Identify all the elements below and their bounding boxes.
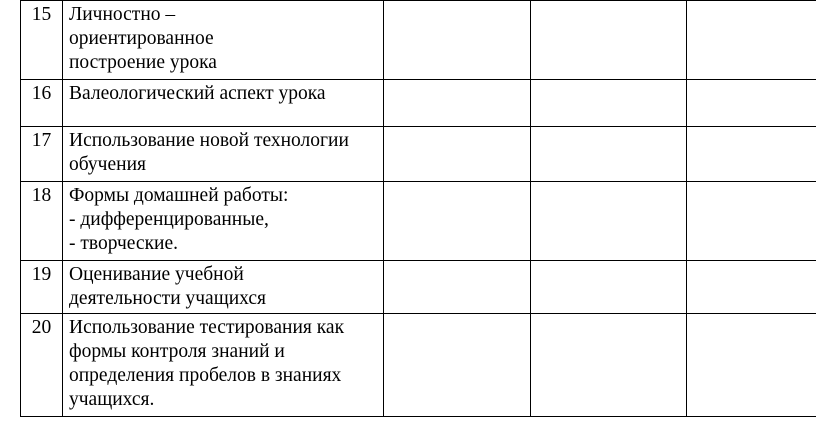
score-cell [384, 261, 531, 314]
criterion-cell: Формы домашней работы: - дифференцированные, - творческие. [63, 182, 384, 261]
table-row [21, 182, 816, 261]
row-number: 16 [21, 80, 63, 127]
score-cell [531, 261, 687, 314]
score-cell [531, 80, 687, 127]
row-number: 19 [21, 261, 63, 314]
score-cell [687, 182, 816, 261]
table-row [21, 80, 816, 127]
score-cell [687, 80, 816, 127]
table-row [21, 314, 816, 417]
score-cell [687, 1, 816, 80]
criterion-cell: Личностно – ориентированное построение урока [63, 1, 384, 80]
score-cell [384, 182, 531, 261]
row-number: 18 [21, 182, 63, 261]
score-cell [687, 261, 816, 314]
score-cell [384, 1, 531, 80]
criterion-cell: Валеологический аспект урока [63, 80, 384, 127]
criterion-cell: Оценивание учебной деятельности учащихся [63, 261, 384, 314]
score-cell [687, 127, 816, 182]
row-number: 20 [21, 314, 63, 417]
criterion-cell: Использование тестирования как формы контроля знаний и определения пробелов в знаниях учащихся. [63, 314, 384, 417]
row-number: 17 [21, 127, 63, 182]
score-cell [687, 314, 816, 417]
criterion-cell: Использование новой технологии обучения [63, 127, 384, 182]
table-row [21, 261, 816, 314]
score-cell [531, 1, 687, 80]
row-number: 15 [21, 1, 63, 80]
table-row [21, 1, 816, 80]
score-cell [384, 80, 531, 127]
score-cell [531, 314, 687, 417]
score-cell [384, 314, 531, 417]
score-cell [531, 127, 687, 182]
evaluation-table [20, 0, 816, 417]
score-cell [531, 182, 687, 261]
score-cell [384, 127, 531, 182]
table-row [21, 127, 816, 182]
